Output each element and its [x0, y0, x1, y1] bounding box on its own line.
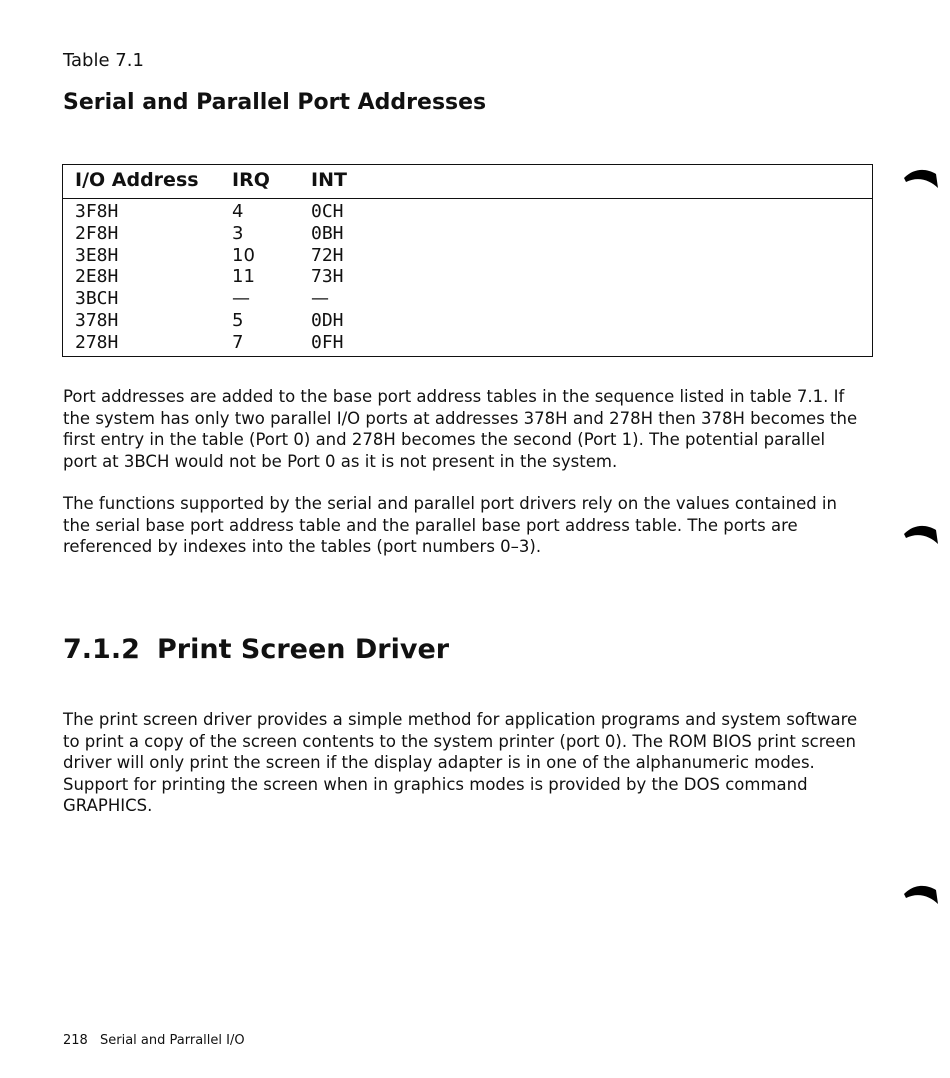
binding-tab-mark-icon [902, 522, 940, 548]
binding-tab-mark-icon [902, 882, 940, 908]
cell-address: 378H [75, 309, 119, 331]
cell-int: 73H [311, 266, 344, 288]
cell-irq: 11 [232, 266, 255, 288]
section-heading [63, 634, 449, 665]
table-row [63, 201, 872, 223]
table-row [63, 288, 872, 310]
table-row [63, 332, 872, 354]
cell-int: 0CH [311, 201, 344, 222]
cell-irq: 10 [232, 244, 255, 266]
binding-tab-mark-icon [902, 166, 940, 192]
table-label: Table 7.1 [63, 50, 144, 71]
running-title: Serial and Parrallel I/O [100, 1033, 245, 1048]
cell-address: 3E8H [75, 244, 119, 266]
cell-address: 3BCH [75, 288, 119, 310]
cell-irq: 4 [232, 201, 244, 222]
cell-int: 72H [311, 244, 344, 266]
cell-irq: — [232, 288, 250, 310]
cell-irq: 7 [232, 331, 244, 353]
table-row [63, 266, 872, 288]
section-number: 7.1.2 [63, 634, 140, 665]
table-row [63, 245, 872, 267]
paragraph-print-screen: The print screen driver provides a simple method for application programs and system software to print a copy of the screen contents to the system printer (port 0). The ROM BIOS print screen driver will only print the screen if the display adapter is in one of the alphanumeric modes. Support for printing the screen when in graphics modes is provided by the DOS command GRAPHICS. [63, 710, 858, 815]
page-footer [63, 1033, 245, 1048]
cell-int: 0BH [311, 222, 344, 244]
cell-int: 0DH [311, 309, 344, 331]
paragraph-port-sequence: Port addresses are added to the base port address tables in the sequence listed in table 7.1. If the system has only two parallel I/O ports at addresses 378H and 278H then 378H becomes the first entry in the table (Port 0) and 278H becomes the second (Port 1). The potential parallel port at 3BCH would not be Port 0 as it is not present in the system. [63, 387, 858, 471]
cell-irq: 5 [232, 309, 244, 331]
cell-int: 0FH [311, 331, 344, 353]
table-row [63, 223, 872, 245]
cell-address: 2E8H [75, 266, 119, 288]
cell-address: 3F8H [75, 201, 119, 222]
header-irq: IRQ [232, 169, 270, 191]
table-row [63, 310, 872, 332]
table-header-row [63, 165, 872, 199]
section-title: Print Screen Driver [157, 634, 450, 665]
port-address-table [62, 164, 873, 357]
cell-irq: 3 [232, 222, 244, 244]
header-io-address: I/O Address [75, 169, 199, 191]
cell-address: 278H [75, 331, 119, 353]
table-body [63, 201, 872, 354]
table-title: Serial and Parallel Port Addresses [63, 90, 487, 115]
cell-address: 2F8H [75, 222, 119, 244]
header-int: INT [311, 169, 347, 191]
cell-int: — [311, 288, 329, 310]
page-number: 218 [63, 1033, 88, 1048]
paragraph-driver-functions: The functions supported by the serial and parallel port drivers rely on the values contained in the serial base port address table and the parallel base port address table. The ports are referenced by indexes into the tables (port numbers 0–3). [63, 494, 837, 556]
